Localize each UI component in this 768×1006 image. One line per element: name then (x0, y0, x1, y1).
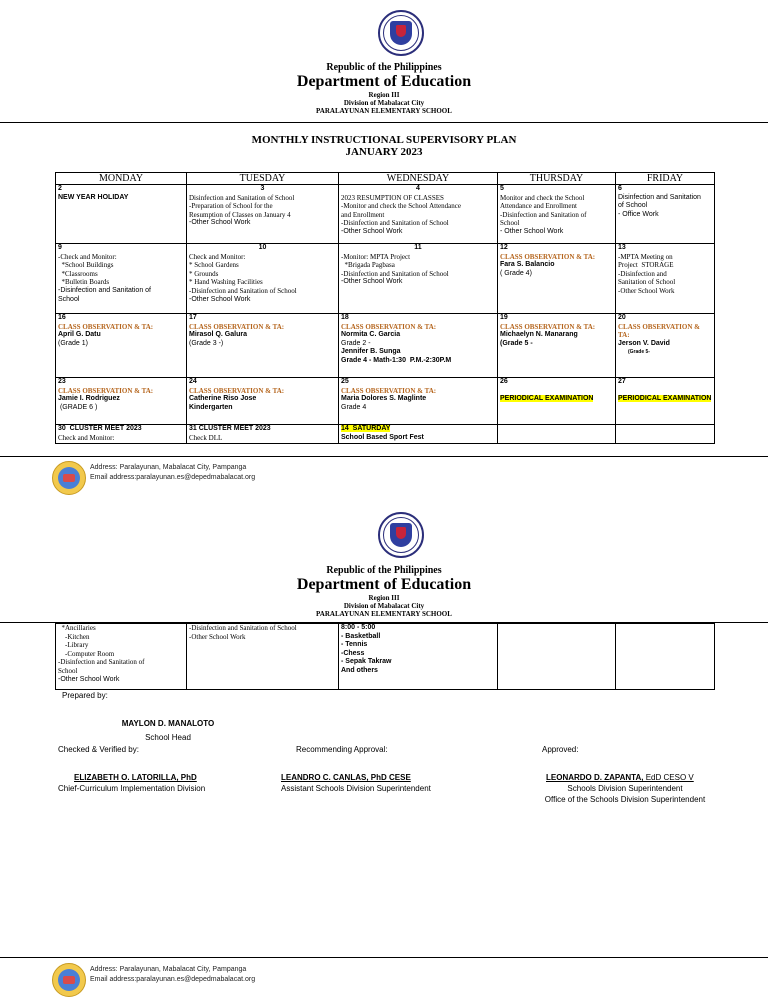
deped-seal-icon (378, 10, 424, 56)
footer-address: Address: Paralayunan, Mabalacat City, Pampanga (90, 966, 247, 973)
footer-divider (0, 456, 768, 457)
checked-name: ELIZABETH O. LATORILLA, PhD (74, 773, 197, 782)
day-cell: 17 CLASS OBSERVATION & TA: Mirasol Q. Galura (Grade 3 -) (187, 314, 339, 378)
weekday-header: THURSDAY (498, 173, 616, 185)
region-label: Region III (368, 594, 400, 602)
day-cell: 9 -Check and Monitor: *School Buildings *Classrooms *Bulletin Boards -Disinfection and Sanitation of School (56, 244, 187, 314)
weekday-header: TUESDAY (187, 173, 339, 185)
day-cell: 3 Disinfection and Sanitation of School -Preparation of School for the Resumption of Classes on January 4 -Other School Work (187, 185, 339, 244)
day-cell: *Ancillaries -Kitchen -Library -Computer Room -Disinfection and Sanitation of School -Other School Work (56, 624, 187, 690)
day-cell: 5 Monitor and check the School Attendance and Enrollment -Disinfection and Sanitation of School - Other School Work (498, 185, 616, 244)
prepared-title: School Head (145, 733, 191, 742)
region-label: Region III (368, 91, 400, 99)
day-cell: 11 -Monitor: MPTA Project *Brigada Pagbasa -Disinfection and Sanitation of School -Other School Work (339, 244, 498, 314)
exam-highlight: PERIODICAL EXAMINATION (500, 394, 594, 402)
day-cell: 23 CLASS OBSERVATION & TA: Jamie I. Rodriguez (GRADE 6 ) (56, 378, 187, 425)
school-logo-icon (52, 461, 86, 495)
day-cell (616, 425, 715, 444)
day-cell: 8:00 - 5:00 - Basketball - Tennis -Chess - Sepak Takraw And others (339, 624, 498, 690)
weekday-header-row (56, 173, 715, 185)
calendar-table (55, 172, 715, 444)
day-cell: 4 2023 RESUMPTION OF CLASSES -Monitor and check the School Attendance and Enrollment -Disinfection and Sanitation of School -Other School Work (339, 185, 498, 244)
footer-email: Email address:paralayunan.es@depedmabalacat.org (90, 474, 256, 481)
school-name: PARALAYUNAN ELEMENTARY SCHOOL (316, 107, 452, 115)
day-cell: 14 SATURDAY School Based Sport Fest (339, 425, 498, 444)
day-cell (616, 624, 715, 690)
calendar-row (56, 624, 715, 690)
calendar-row (56, 378, 715, 425)
calendar-row (56, 185, 715, 244)
day-cell: 16 CLASS OBSERVATION & TA: April G. Datu (Grade 1) (56, 314, 187, 378)
day-cell: 12 CLASS OBSERVATION & TA: Fara S. Balancio ( Grade 4) (498, 244, 616, 314)
header-divider (0, 122, 768, 123)
exam-highlight: PERIODICAL EXAMINATION (618, 394, 712, 402)
school-name: PARALAYUNAN ELEMENTARY SCHOOL (316, 610, 452, 618)
department-title: Department of Education (296, 73, 472, 90)
recommending-title: Assistant Schools Division Superintendent (281, 784, 431, 793)
day-cell (498, 425, 616, 444)
recommending-name: LEANDRO C. CANLAS, PhD CESE (281, 773, 411, 782)
plan-title: MONTHLY INSTRUCTIONAL SUPERVISORY PLAN (251, 134, 517, 146)
day-cell: 25 CLASS OBSERVATION & TA: Maria Dolores S. Maglinte Grade 4 (339, 378, 498, 425)
republic-label: Republic of the Philippines (326, 62, 442, 73)
day-cell: 30 CLUSTER MEET 2023 Check and Monitor: (56, 425, 187, 444)
footer-address: Address: Paralayunan, Mabalacat City, Pampanga (90, 464, 247, 471)
calendar-row (56, 314, 715, 378)
approved-title: Schools Division Superintendent (567, 784, 683, 793)
day-cell: 10 Check and Monitor: * School Gardens * Grounds * Hand Washing Facilities -Disinfection and Sanitation of School -Other School Work (187, 244, 339, 314)
division-label: Division of Mabalacat City (343, 99, 425, 107)
prepared-label: Prepared by: (62, 691, 108, 700)
day-cell: 2 NEW YEAR HOLIDAY (56, 185, 187, 244)
department-title: Department of Education (296, 576, 472, 593)
day-cell: 13 -MPTA Meeting on Project STORAGE -Disinfection and Sanitation of School -Other School Work (616, 244, 715, 314)
recommending-label: Recommending Approval: (296, 745, 388, 754)
day-cell (498, 624, 616, 690)
footer-email: Email address:paralayunan.es@depedmabalacat.org (90, 976, 256, 983)
day-cell: 20 CLASS OBSERVATION & TA: Jerson V. David (Grade 5- (616, 314, 715, 378)
checked-title: Chief-Curriculum Implementation Division (58, 784, 206, 793)
day-cell: 24 CLASS OBSERVATION & TA: Catherine Riso Jose Kindergarten (187, 378, 339, 425)
deped-seal-icon (378, 512, 424, 558)
republic-label: Republic of the Philippines (326, 565, 442, 576)
day-cell: 18 CLASS OBSERVATION & TA: Normita C. Garcia Grade 2 - Jennifer B. Sunga Grade 4 - Math-1:30 P.M.-2:30P.M (339, 314, 498, 378)
calendar-row (56, 244, 715, 314)
day-cell: 6 Disinfection and Sanitation of School - Office Work (616, 185, 715, 244)
approved-name: LEONARDO D. ZAPANTA, (546, 773, 644, 782)
calendar-continuation-table (55, 623, 715, 690)
plan-month: JANUARY 2023 (345, 146, 423, 158)
division-label: Division of Mabalacat City (343, 602, 425, 610)
approved-office: Office of the Schools Division Superintendent (544, 795, 706, 804)
approved-name-suffix: EdD CESO V (643, 773, 694, 782)
day-cell: 31 CLUSTER MEET 2023 Check DLL (187, 425, 339, 444)
weekday-header: WEDNESDAY (339, 173, 498, 185)
calendar-row (56, 425, 715, 444)
school-logo-icon (52, 963, 86, 997)
day-cell: 19 CLASS OBSERVATION & TA: Michaelyn N. Manarang (Grade 5 - (498, 314, 616, 378)
weekday-header: FRIDAY (616, 173, 715, 185)
prepared-name: MAYLON D. MANALOTO (121, 719, 215, 728)
day-cell: 27 PERIODICAL EXAMINATION (616, 378, 715, 425)
day-cell: -Disinfection and Sanitation of School -Other School Work (187, 624, 339, 690)
footer-divider (0, 957, 768, 958)
approved-label: Approved: (542, 745, 579, 754)
weekday-header: MONDAY (56, 173, 187, 185)
checked-label: Checked & Verified by: (58, 745, 139, 754)
day-cell: 26 PERIODICAL EXAMINATION (498, 378, 616, 425)
